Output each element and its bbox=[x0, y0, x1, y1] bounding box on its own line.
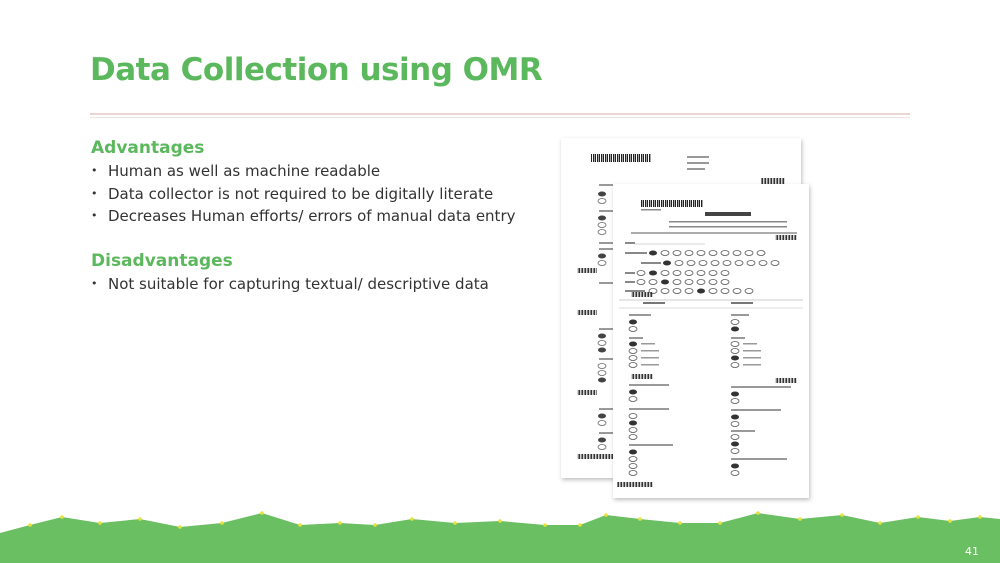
disadvantage-item: • Not suitable for capturing textual/ descriptive data bbox=[91, 273, 489, 296]
omr-front-sheet bbox=[613, 184, 809, 498]
title-divider-secondary bbox=[90, 117, 910, 118]
page-number: 41 bbox=[965, 545, 979, 558]
advantage-item: • Data collector is not required to be digitally literate bbox=[91, 183, 515, 206]
omr-sheet-image bbox=[555, 132, 815, 504]
advantages-list bbox=[91, 160, 515, 228]
advantage-item: • Decreases Human efforts/ errors of manual data entry bbox=[91, 205, 515, 228]
slide-title: Data Collection using OMR bbox=[90, 52, 543, 88]
disadvantages-heading: Disadvantages bbox=[91, 251, 233, 271]
advantages-heading: Advantages bbox=[91, 138, 205, 158]
advantage-item: • Human as well as machine readable bbox=[91, 160, 515, 183]
title-divider bbox=[90, 113, 910, 115]
footer-hills bbox=[0, 511, 1000, 563]
disadvantages-list bbox=[91, 273, 489, 296]
